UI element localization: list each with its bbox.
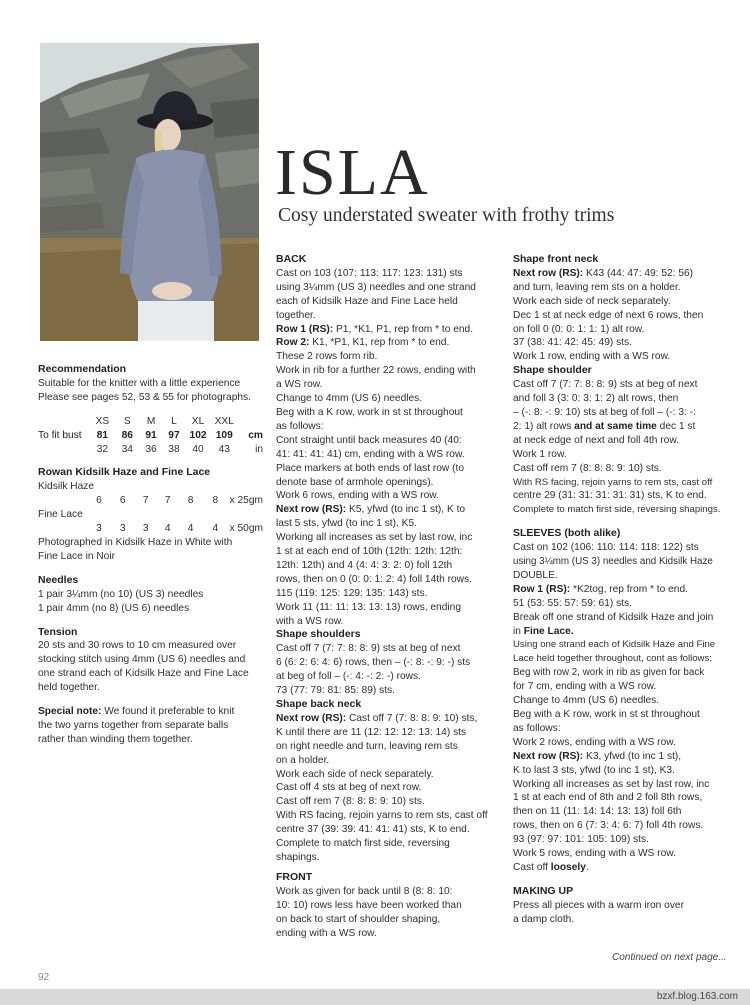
text-line: Beg with a K row, work in st st throughout: [276, 406, 463, 418]
text-line: a damp cloth.: [513, 913, 575, 925]
text-line: as follows:: [513, 722, 561, 734]
text-line: Cast off rem 7 (8: 8: 8: 9: 10) sts.: [276, 796, 425, 808]
yarn-unit: x 25gm: [229, 495, 263, 507]
special-note-text: We found it preferable to knit: [101, 706, 235, 718]
text-line: 37 (38: 41: 42: 45: 49) sts.: [513, 337, 632, 349]
size-in: 43: [218, 443, 230, 455]
text-line: Lace held together throughout, cont as follows:: [513, 653, 712, 665]
yarn-name: Fine Lace: [38, 509, 83, 521]
text-line: held together.: [38, 682, 100, 694]
text-line: Please see pages 52, 53 & 55 for photographs.: [38, 391, 251, 403]
sweater-model-image: [40, 43, 259, 341]
size-cm: 91: [145, 429, 157, 441]
text-line: using 3¼mm (US 3) needles and Kidsilk Haze: [513, 556, 713, 568]
size-header: XS: [95, 415, 110, 427]
text-line: 10: 10) rows less have been worked than: [276, 899, 462, 911]
yarn-heading: Rowan Kidsilk Haze and Fine Lace: [38, 466, 211, 479]
size-in: 34: [121, 443, 133, 455]
text-line: 12th: 12th) and 4 (4: 4: 3: 2: 0) foll 12th: [276, 559, 453, 571]
text-line: for 7 cm, ending with a WS row.: [513, 681, 657, 693]
text-part: dec 1 st: [656, 420, 696, 432]
text-line: shapings.: [276, 851, 320, 863]
emphasis-text: loosely: [550, 861, 586, 873]
yarn-count: 6: [96, 495, 102, 507]
text-line: Change to 4mm (US 6) needles.: [276, 393, 423, 405]
text-line: These 2 rows form rib.: [276, 351, 378, 363]
text-line: 1 pair 4mm (no 8) (US 6) needles: [38, 602, 190, 614]
right-column: [513, 253, 738, 927]
text-line: at beg of foll – (-: 4: -: 2: -) rows.: [276, 671, 421, 683]
text-line: then on 11 (11: 14: 14: 13: 13) foll 6th: [513, 806, 682, 818]
text-line: and foll 3 (3: 0: 3: 1: 2) alt rows, then: [513, 393, 679, 405]
text-line: Work 1 row, ending with a WS row.: [513, 351, 671, 363]
text-line: Work as given for back until 8 (8: 8: 10:: [276, 885, 453, 897]
text-line: a WS row.: [276, 379, 323, 391]
back-heading: BACK: [276, 253, 307, 265]
yarn-count: 4: [212, 523, 219, 535]
size-header: L: [171, 415, 177, 427]
text-line: Working all increases as set by last row, inc: [276, 532, 473, 544]
row-label: Next row (RS):: [513, 267, 584, 279]
size-header: XL: [191, 415, 205, 427]
pattern-title: ISLA: [275, 136, 430, 209]
text-line: Cast off rem 7 (8: 8: 8: 9: 10) sts.: [513, 462, 662, 474]
size-header: M: [146, 415, 156, 427]
text-line: Work 2 rows, ending with a WS row.: [513, 736, 676, 748]
text-line: 93 (97: 97: 101: 105: 109) sts.: [513, 834, 649, 846]
yarn-count: 4: [164, 523, 171, 535]
text-part: .: [585, 861, 589, 873]
text-line: With RS facing, rejoin yarns to rem sts, cast off: [513, 476, 713, 488]
size-cm: 109: [215, 429, 233, 441]
row-text: K3, yfwd (to inc 1 st),: [583, 750, 682, 762]
text-line: and turn, leaving rem sts on a holder.: [513, 281, 681, 293]
text-line: Change to 4mm (US 6) needles.: [513, 695, 660, 707]
text-line: – (-: 8: -: 9: 10) sts at beg of foll – (-: 3: -:: [513, 406, 696, 418]
sleeves-heading: SLEEVES (both alike): [513, 527, 621, 540]
text-line: 1 st at each end of 10th (12th: 12th: 12th:: [276, 546, 463, 558]
making-up-heading: MAKING UP: [513, 884, 574, 897]
yarn-count: 8: [212, 495, 219, 507]
size-header: S: [123, 415, 131, 427]
row-text: K5, yfwd (to inc 1 st), K to: [346, 504, 466, 516]
text-line: Break off one strand of Kidsilk Haze and join: [513, 611, 714, 623]
text-line: Cast on 102 (106: 110: 114: 118: 122) sts: [513, 542, 699, 554]
text-line: denote base of armhole openings).: [276, 476, 434, 488]
row-label: Next row (RS):: [276, 712, 347, 724]
text-line: Photographed in Kidsilk Haze in White with: [38, 536, 233, 548]
text-line: Work each side of neck separately.: [513, 295, 671, 307]
text-line: rather than winding them together.: [38, 733, 193, 745]
text-line: 1 pair 3¼mm (no 10) (US 3) needles: [38, 588, 204, 600]
row-text: *K2tog, rep from * to end.: [570, 583, 688, 595]
model-photo: [40, 43, 259, 341]
text-line: 20 sts and 30 rows to 10 cm measured over: [38, 640, 237, 652]
text-line: With RS facing, rejoin yarns to rem sts, cast off: [276, 810, 488, 822]
text-line: Cast off 7 (7: 7: 8: 8: 9) sts at beg of next: [276, 643, 461, 655]
text-line: Complete to match first side, reversing: [276, 838, 450, 850]
yarn1-table: [38, 494, 263, 508]
size-cm: 86: [121, 429, 133, 441]
text-line: Working all increases as set by last row, inc: [513, 778, 710, 790]
yarn-count: 7: [142, 495, 149, 507]
text-line: with a WS row.: [276, 615, 344, 627]
text-line: Fine Lace in Noir: [38, 550, 116, 562]
text-line: K to last 3 sts, yfwd (to inc 1 st), K3.: [513, 764, 675, 776]
text-line: ending with a WS row.: [276, 927, 377, 939]
emphasis-text: and at same time: [574, 420, 657, 432]
text-line: Complete to match first side, reversing shapings.: [513, 504, 721, 516]
shape-shoulder-heading: Shape shoulder: [513, 364, 592, 377]
front-heading: FRONT: [276, 870, 313, 883]
size-table: [38, 415, 263, 457]
text-line: Using one strand each of Kidsilk Haze and Fine: [513, 639, 716, 651]
text-line: Cast off 7 (7: 7: 8: 8: 9) sts at beg of next: [513, 379, 698, 391]
yarn-name: Kidsilk Haze: [38, 481, 95, 493]
text-line: stocking stitch using 4mm (US 6) needles and: [38, 654, 246, 666]
yarn-count: 3: [142, 523, 149, 535]
recommendation-heading: Recommendation: [38, 363, 127, 375]
size-header: XXL: [214, 415, 234, 427]
watermark-text: bzxf.blog.163.com: [656, 991, 738, 1002]
yarn2-table: [38, 522, 263, 536]
size-in: 36: [145, 443, 157, 455]
text-line: centre 29 (31: 31: 31: 31: 31) sts, K to end.: [513, 490, 707, 502]
yarn-unit: x 50gm: [229, 523, 263, 535]
text-line: rows, then on 6 (7: 3: 4: 6: 7) foll 4th rows.: [513, 820, 704, 832]
text-line: the two yarns together from separate balls: [38, 719, 229, 731]
yarn-count: 3: [96, 523, 102, 535]
row-label: Next row (RS):: [513, 750, 584, 762]
text-line: on right needle and turn, leaving rem sts: [276, 740, 458, 752]
shape-back-neck-heading: Shape back neck: [276, 698, 362, 710]
text-line: Cast off 4 sts at beg of next row.: [276, 782, 422, 794]
text-line: Work 5 rows, ending with a WS row.: [513, 848, 676, 860]
shape-front-neck-heading: Shape front neck: [513, 253, 599, 265]
text-line: 73 (77: 79: 81: 85: 89) sts.: [276, 685, 395, 697]
unit-in: in: [255, 443, 263, 455]
page-number: 92: [38, 972, 50, 983]
text-part: Cast off: [513, 861, 551, 873]
text-line: DOUBLE.: [513, 569, 558, 581]
text-line: at neck edge of next and foll 4th row.: [513, 434, 679, 446]
text-line: Press all pieces with a warm iron over: [513, 899, 684, 911]
row-label: Row 1 (RS):: [513, 583, 571, 595]
size-in: 40: [192, 443, 204, 455]
text-line: 51 (53: 55: 57: 59: 61) sts.: [513, 597, 632, 609]
text-line: on foll 0 (0: 0: 1: 1: 1) alt row.: [513, 323, 645, 335]
text-line: on a holder.: [276, 754, 330, 766]
middle-column: [276, 253, 504, 940]
size-cm: 81: [96, 429, 109, 441]
yarn-count: 8: [187, 495, 194, 507]
text-line: Work in rib for a further 22 rows, ending with: [276, 365, 476, 377]
yarn-count: 7: [164, 495, 171, 507]
row-label: Row 2:: [276, 337, 310, 349]
text-line: 41: 41: 41: 41) cm, ending with a WS row.: [276, 448, 465, 460]
footer-bar: [0, 989, 750, 1005]
text-line: on back to start of shoulder shaping,: [276, 913, 441, 925]
text-line: K until there are 11 (12: 12: 12: 13: 14) sts: [276, 726, 467, 738]
text-line: together.: [276, 309, 316, 321]
text-line: 115 (119: 125: 129: 135: 143) sts.: [276, 587, 428, 599]
unit-cm: cm: [248, 429, 263, 441]
left-column: [38, 363, 263, 747]
row-text: K43 (44: 47: 49: 52: 56): [583, 267, 694, 279]
text-line: Work each side of neck separately.: [276, 768, 434, 780]
yarn-count: 4: [187, 523, 194, 535]
row-text: Cast off 7 (7: 8: 8: 9: 10) sts,: [346, 712, 478, 724]
text-line: 1 st at each end of 8th and 2 foll 8th rows,: [513, 792, 703, 804]
text-line: using 3¼mm (US 3) needles and one strand: [276, 281, 476, 293]
special-note-label: Special note:: [38, 706, 102, 718]
text-line: Work 1 row.: [513, 448, 567, 460]
text-line: each of Kidsilk Haze and Fine Lace held: [276, 295, 458, 307]
text-line: as follows:: [276, 420, 324, 432]
special-note: [38, 705, 263, 719]
text-part: in: [513, 625, 524, 637]
text-line: Cast on 103 (107: 113: 117: 123: 131) sts: [276, 267, 463, 279]
text-line: Beg with row 2, work in rib as given for back: [513, 667, 705, 679]
row-text: K1, *P1, K1, rep from * to end.: [309, 337, 450, 349]
text-line: Dec 1 st at neck edge of next 6 rows, then: [513, 309, 704, 321]
text-line: Cont straight until back measures 40 (40:: [276, 434, 462, 446]
row-label: Next row (RS):: [276, 504, 347, 516]
row-text: P1, *K1, P1, rep from * to end.: [333, 323, 474, 335]
yarn-count: 6: [119, 495, 126, 507]
text-line: Work 11 (11: 11: 13: 13: 13) rows, ending: [276, 601, 461, 613]
text-line: Place markers at both ends of last row (to: [276, 462, 464, 474]
needles-heading: Needles: [38, 573, 79, 586]
text-part: 2: 1) alt rows: [513, 420, 575, 432]
shape-shoulders-heading: Shape shoulders: [276, 628, 361, 641]
size-cm: 97: [168, 429, 180, 441]
size-cm: 102: [189, 429, 207, 441]
bust-label: To fit bust: [38, 429, 82, 441]
row-label: Row 1 (RS):: [276, 323, 334, 335]
text-line: rows, then on 0 (0: 0: 1: 2: 4) foll 14th rows.: [276, 573, 472, 585]
size-in: 38: [168, 443, 180, 455]
text-line: Suitable for the knitter with a little experience: [38, 377, 241, 389]
emphasis-text: Fine Lace.: [523, 625, 574, 637]
size-in: 32: [96, 443, 109, 455]
continued-note: Continued on next page...: [612, 952, 727, 963]
text-line: Beg with a K row, work in st st throughout: [513, 709, 700, 720]
text-line: 6 (6: 2: 6: 4: 6) rows, then – (-: 8: -: 9: -) sts: [276, 657, 471, 669]
text-line: one strand each of Kidsilk Haze and Fine Lace: [38, 668, 249, 680]
pattern-subtitle: Cosy understated sweater with frothy trims: [278, 205, 615, 226]
yarn-count: 3: [119, 523, 126, 535]
text-line: last 5 sts, yfwd (to inc 1 st), K5.: [276, 518, 417, 530]
text-line: Work 6 rows, ending with a WS row.: [276, 490, 439, 502]
text-line: centre 37 (39: 39: 41: 41: 41) sts, K to end.: [276, 824, 470, 836]
tension-heading: Tension: [38, 625, 78, 638]
